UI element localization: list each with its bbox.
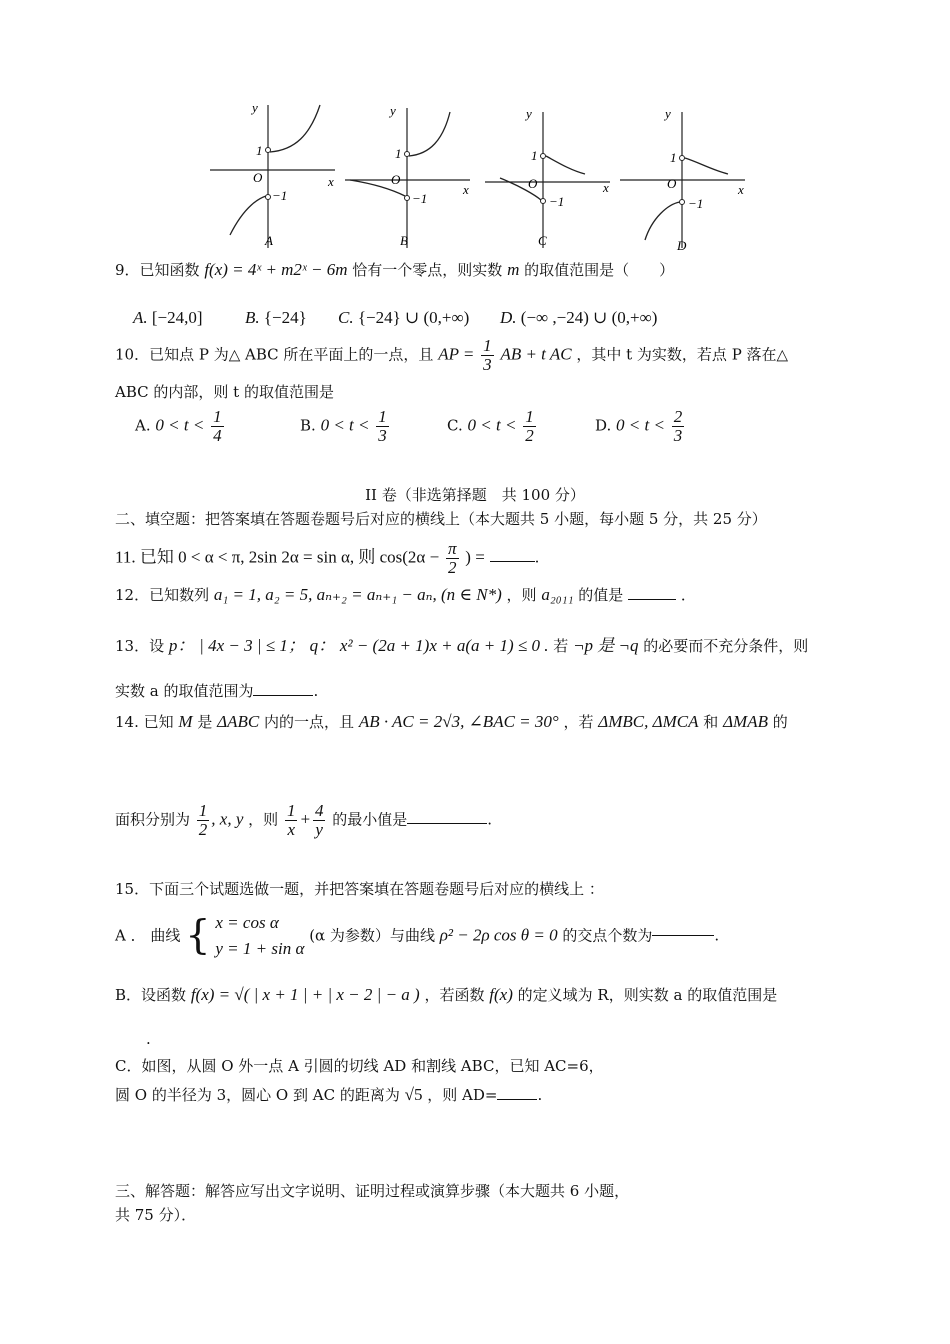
q10-eq-b: AB + t AC [500,344,572,364]
q15-b-dot: . [146,1030,151,1048]
q14-triangles: ΔMBC, ΔMCA [598,712,699,731]
q11-text-b: ) = [465,547,485,567]
q14-text-b: 是 [197,713,213,731]
q13-condition: ¬p 是 ¬q [573,636,639,655]
q10-option-c-label: C. [447,416,463,435]
graph-d-svg [620,100,755,250]
section2-heading: 二、填空题：把答案填在答题卷题号后对应的横线上（本大题共 5 小题，每小题 5 分，共 25 分） [115,510,767,528]
graph-c-x: x [603,180,609,195]
q10-option-d-frac [672,408,685,445]
graph-d [620,100,755,250]
q11-text-a: 11. 已知 0 < α < π, 2sin 2α = sin α, 则 cos(2α − [115,547,440,567]
q10-option-d-ineq: 0 < t < [616,415,665,435]
q10-option-d-den: 3 [673,425,683,445]
q11-frac-den: 2 [447,557,457,577]
q10-option-c-ineq: 0 < t < [467,415,517,435]
q9-option-c-label: C. [338,308,354,327]
section3-heading-line1: 三、解答题：解答应写出文字说明、证明过程或演算步骤（本大题共 6 小题， [115,1182,630,1200]
graph-c-label: C [538,233,547,248]
q9-stem-a: 9．已知函数 [115,261,200,279]
q14-text-k: . [487,810,493,829]
q10-option-b-label: B. [300,416,316,435]
q15-c-line2 [115,1085,542,1105]
q10-option-b[interactable] [300,408,391,445]
q14-frac2-num: 1 [286,801,296,820]
graph-d-label: D [677,238,687,250]
q10-option-c[interactable] [447,408,538,445]
q9-option-d-label: D. [500,308,517,327]
graph-a-x: x [328,174,334,189]
q15-b-label: B．设函数 [115,986,187,1004]
q9-option-b-text: {−24} [263,308,307,327]
q10-stem-line2: ABC 的内部，则 t 的取值范围是 [115,383,334,401]
q14-text-f: 的 [772,713,788,731]
q14-frac3-den: y [315,819,323,839]
q13-line2 [115,682,318,700]
q10-option-a-ineq: 0 < t < [155,415,205,435]
q14-frac-3 [313,802,326,839]
q9-stem [115,260,674,280]
graph-a-tick1: 1 [256,143,263,158]
part2-title: II 卷（非选第择题 共 100 分） [365,486,585,504]
q12 [115,585,696,605]
q15-a [115,910,719,961]
q10-option-a-frac [211,408,224,445]
q9-option-a-label: A. [133,308,148,327]
q14-triangle-3: ΔMAB [723,712,768,731]
q15-b-mid: ，若函数 [424,986,485,1004]
q9-option-d-text: (−∞ ,−24) ∪ (0,+∞) [520,308,658,327]
graph-b-tickm1: −1 [412,191,428,206]
q10-eq-a: AP = [438,344,475,364]
q13-p: p： [168,636,195,655]
graph-d-tick1: 1 [670,150,677,165]
graph-a-tickm1: −1 [272,188,288,203]
q13-answer-blank[interactable] [253,695,313,696]
q10-option-a-num: 1 [213,407,222,426]
q14-text-i: ，则 [248,810,279,829]
q12-formula: a₁ = 1, a₂ = 5, aₙ₊₂ = aₙ₊₁ − aₙ, (n ∈ N*) [213,585,502,604]
q12-text-b: ，则 [506,586,537,604]
graph-d-x: x [738,182,744,197]
q10-fraction [481,337,494,374]
q14-text-g: 面积分别为 [115,810,191,829]
q14-condition: AB · AC = 2√3, ∠BAC = 30° [358,712,559,731]
q14-text-h: , x, y [211,809,244,829]
q11-fraction [446,540,459,577]
q11-answer-blank[interactable] [490,561,535,562]
q14-answer-blank[interactable] [407,823,487,824]
q14-text-a: 14. 已知 [115,713,174,731]
q10-option-b-ineq: 0 < t < [320,415,370,435]
q14-line1 [115,712,788,732]
q9-formula: f(x) = 4ˣ + m2ˣ − 6m [204,260,348,279]
q9-stem-c: 的取值范围是（ ） [524,261,675,279]
graph-b-x: x [463,182,469,197]
graph-a-svg [210,100,345,250]
graph-b-origin: O [391,172,401,187]
q14-point-m: M [178,712,193,731]
q15-c-dot: . [537,1086,543,1104]
q15-a-system [215,910,304,961]
q11-text-c: . [534,548,540,567]
q14-frac1-num: 1 [198,801,208,820]
q10-frac-num: 1 [483,336,492,355]
q9-option-a[interactable] [133,308,203,328]
q10-option-b-num: 1 [378,407,387,426]
q10-option-a-label: A. [135,416,151,435]
q11 [115,540,539,577]
q10-option-a-den: 4 [213,425,222,445]
q14-frac1-den: 2 [198,819,208,839]
q15-a-system-2: y = 1 + sin α [215,938,305,958]
graph-c-origin: O [528,176,538,191]
q15-a-param: (α 为参数）与曲线 [309,926,435,945]
q13-text-b: 若 [553,637,569,655]
graph-c-tick1: 1 [531,148,538,163]
q15-c-answer-blank[interactable] [497,1099,537,1100]
q14-text-d: ，若 [563,713,594,731]
q9-option-c-text: {−24} ∪ (0,+∞) [357,308,470,327]
q14-text-e: 和 [703,713,719,731]
graph-a-y: y [252,100,258,115]
q9-stem-b: 恰有一个零点，则实数 [352,261,503,279]
q10-option-c-frac [523,408,536,445]
graph-b-tick1: 1 [395,146,402,161]
q13-q: q： [309,636,336,655]
q9-option-d[interactable] [500,308,657,328]
q13-text-c: 的必要而不充分条件，则 [643,637,809,655]
q14-text-j: 的最小值是 [332,810,408,829]
graph-d-y: y [665,106,671,121]
q15-a-label: A ． 曲线 [115,926,181,945]
q15-intro: 15．下面三个试题选做一题，并把答案填在答题卷题号后对应的横线上 ： [115,880,604,898]
q14-plus: + [299,809,311,829]
graph-a-label: A [265,233,273,248]
q15-c-text-2: ，则 AD= [427,1086,498,1104]
q15-a-system-1: x = cos α [215,913,279,932]
q10-option-d-label: D. [595,416,612,435]
graph-c-svg [485,100,620,250]
graph-a-origin: O [253,170,263,185]
graph-a [210,100,345,250]
graph-b-label: B [400,233,408,248]
q9-var: m [507,260,520,279]
q15-a-end: 的交点个数为 [562,926,653,945]
graph-d-origin: O [667,176,677,191]
graph-b-y: y [390,103,396,118]
q11-frac-num: π [447,539,457,558]
q10-option-b-frac [376,408,389,445]
graph-c [485,100,620,250]
q10-option-a[interactable] [135,408,226,445]
q10-stem-b: ，其中 t 为实数，若点 P 落在△ [576,345,789,364]
q14-triangle: ΔABC [217,712,260,731]
q10-stem [115,337,788,374]
graph-d-tickm1: −1 [688,196,704,211]
q12-text-c: 的值是 [578,586,624,604]
q9-option-b-label: B. [245,308,260,327]
q15-c-text: 圆 O 的半径为 3，圆心 O 到 AC 的距离为 [115,1086,400,1104]
q15-b-function: f(x) = √( | x + 1 | + | x − 2 | − a ) [190,985,420,1004]
q12-target: a₂₀₁₁ [541,585,574,604]
q15-c-root: √5 [404,1085,423,1104]
q10-option-b-den: 3 [378,425,387,445]
q15-b [115,985,777,1005]
q15-a-brace: { [185,912,211,959]
q10-option-c-den: 2 [525,425,534,445]
q9-option-b[interactable] [245,308,307,328]
q10-frac-den: 3 [483,354,492,374]
q12-text-d: ． [680,586,696,604]
q12-text-a: 12．已知数列 [115,586,210,604]
graph-b-svg [345,100,480,250]
q13-p-expr: | 4x − 3 | ≤ 1； [199,636,305,655]
q14-frac-2 [285,802,298,839]
section3-heading-line2: 共 75 分）． [115,1206,197,1224]
q13-text-e: . [313,682,319,700]
q12-answer-blank[interactable] [628,599,676,600]
graph-c-tickm1: −1 [549,194,565,209]
q15-a-dot: . [714,926,720,945]
q13-q-expr: x² − (2a + 1)x + a(a + 1) ≤ 0 . [339,636,549,655]
graph-b [345,100,480,250]
q14-text-c: 内的一点，且 [264,713,355,731]
q15-c-line1: C．如图，从圆 O 外一点 A 引圆的切线 AD 和割线 ABC，已知 AC=6， [115,1057,604,1075]
q13-line1 [115,636,808,656]
q15-b-fx: f(x) [489,985,513,1004]
q9-option-c[interactable] [338,308,469,328]
q14-frac2-den: x [287,819,295,839]
q14-frac3-num: 4 [314,801,324,820]
q15-a-answer-blank[interactable] [652,935,714,936]
q13-text-d: 实数 a 的取值范围为 [115,682,254,700]
q10-stem-a: 10．已知点 P 为△ ABC 所在平面上的一点，且 [115,345,434,364]
q14-line2 [115,802,492,839]
q15-a-curve: ρ² − 2ρ cos θ = 0 [439,925,558,945]
q13-text-a: 13．设 [115,637,165,655]
q14-frac-1 [197,802,210,839]
q9-option-a-text: [−24,0] [151,308,203,327]
q10-option-c-num: 1 [525,407,534,426]
graph-c-y: y [526,106,532,121]
q10-option-d[interactable] [595,408,686,445]
q10-option-d-num: 2 [673,407,683,426]
q15-b-end: 的定义域为 R，则实数 a 的取值范围是 [517,986,778,1004]
